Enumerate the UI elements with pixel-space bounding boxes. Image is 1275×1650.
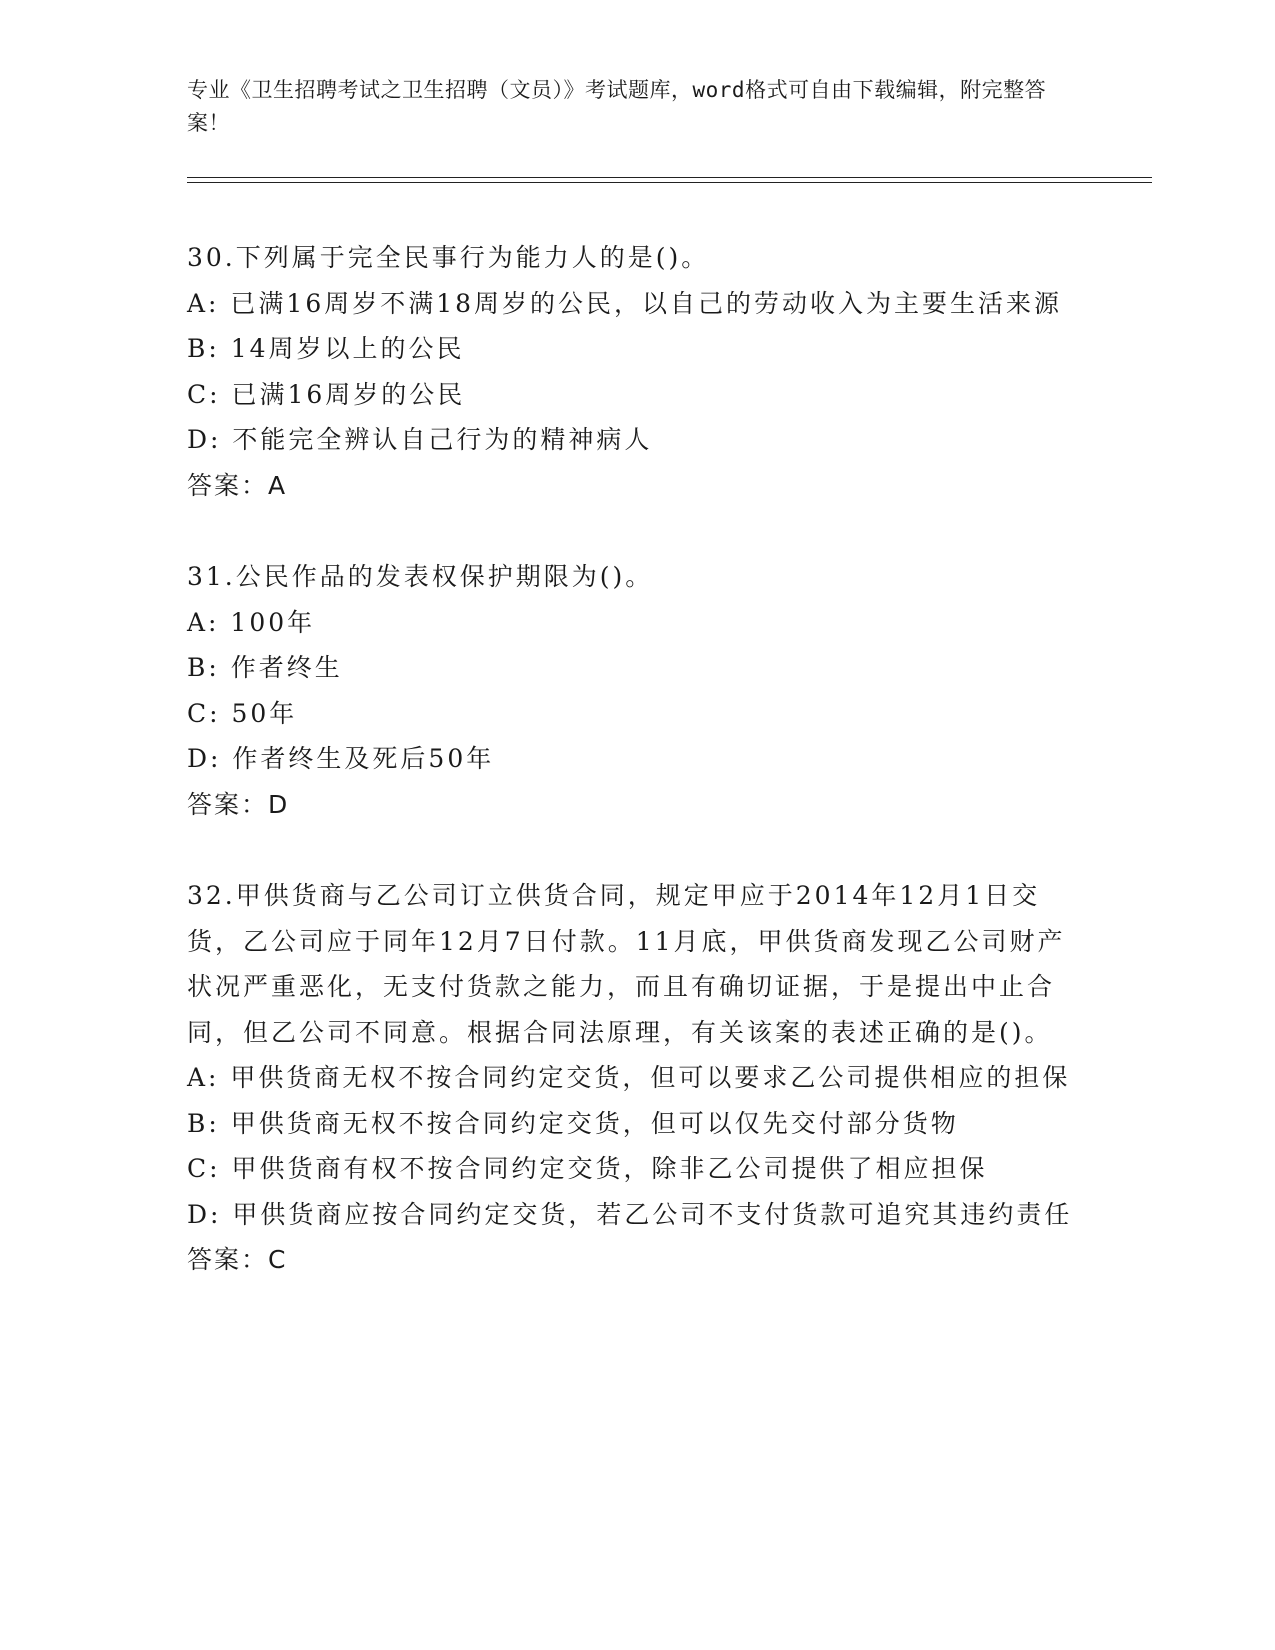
question-option: B: 14周岁以上的公民 [187,334,465,363]
question-option: A: 已满16周岁不满18周岁的公民，以自己的劳动收入为主要生活来源 [187,288,1063,318]
question-answer: 答案：D [187,789,290,819]
question-spacer [187,827,1087,873]
question-option: D: 作者终生及死后50年 [187,744,495,773]
question-answer: 答案：C [187,1245,288,1274]
question-option: C: 已满16周岁的公民 [187,379,466,409]
question-spacer [187,508,1087,554]
question-item [187,873,1087,1283]
question-option: B: 甲供货商无权不按合同约定交货，但可以仅先交付部分货物 [187,1108,959,1138]
question-option: C: 甲供货商有权不按合同约定交货，除非乙公司提供了相应担保 [187,1154,988,1183]
question-option: D: 甲供货商应按合同约定交货，若乙公司不支付货款可追究其违约责任 [187,1199,1073,1229]
question-list [187,235,1087,1283]
question-option: B: 作者终生 [187,653,343,682]
question-stem: 32.甲供货商与乙公司订立供货合同，规定甲应于2014年12月1日交货，乙公司应于同年12月7日付款。11月底，甲供货商发现乙公司财产状况严重恶化，无支付货款之能力，而且有确切证据，于是提出中止合同，但乙公司不同意。根据合同法原理，有关该案的表述正确的是()。 [187,881,1066,1047]
header-divider-bottom [187,182,1152,183]
question-answer: 答案：A [187,470,288,500]
question-stem: 31.公民作品的发表权保护期限为()。 [187,562,654,591]
document-header: 专业《卫生招聘考试之卫生招聘（文员）》考试题库，word格式可自由下载编辑，附完整答案！ [187,78,1047,135]
question-option: A: 100年 [187,607,316,637]
header-divider-top [187,177,1152,178]
question-option: D: 不能完全辨认自己行为的精神病人 [187,425,653,454]
question-item [187,235,1087,508]
question-item [187,554,1087,827]
question-option: A: 甲供货商无权不按合同约定交货，但可以要求乙公司提供相应的担保 [187,1063,1071,1092]
question-option: C: 50年 [187,698,298,728]
question-stem: 30.下列属于完全民事行为能力人的是()。 [187,243,710,272]
